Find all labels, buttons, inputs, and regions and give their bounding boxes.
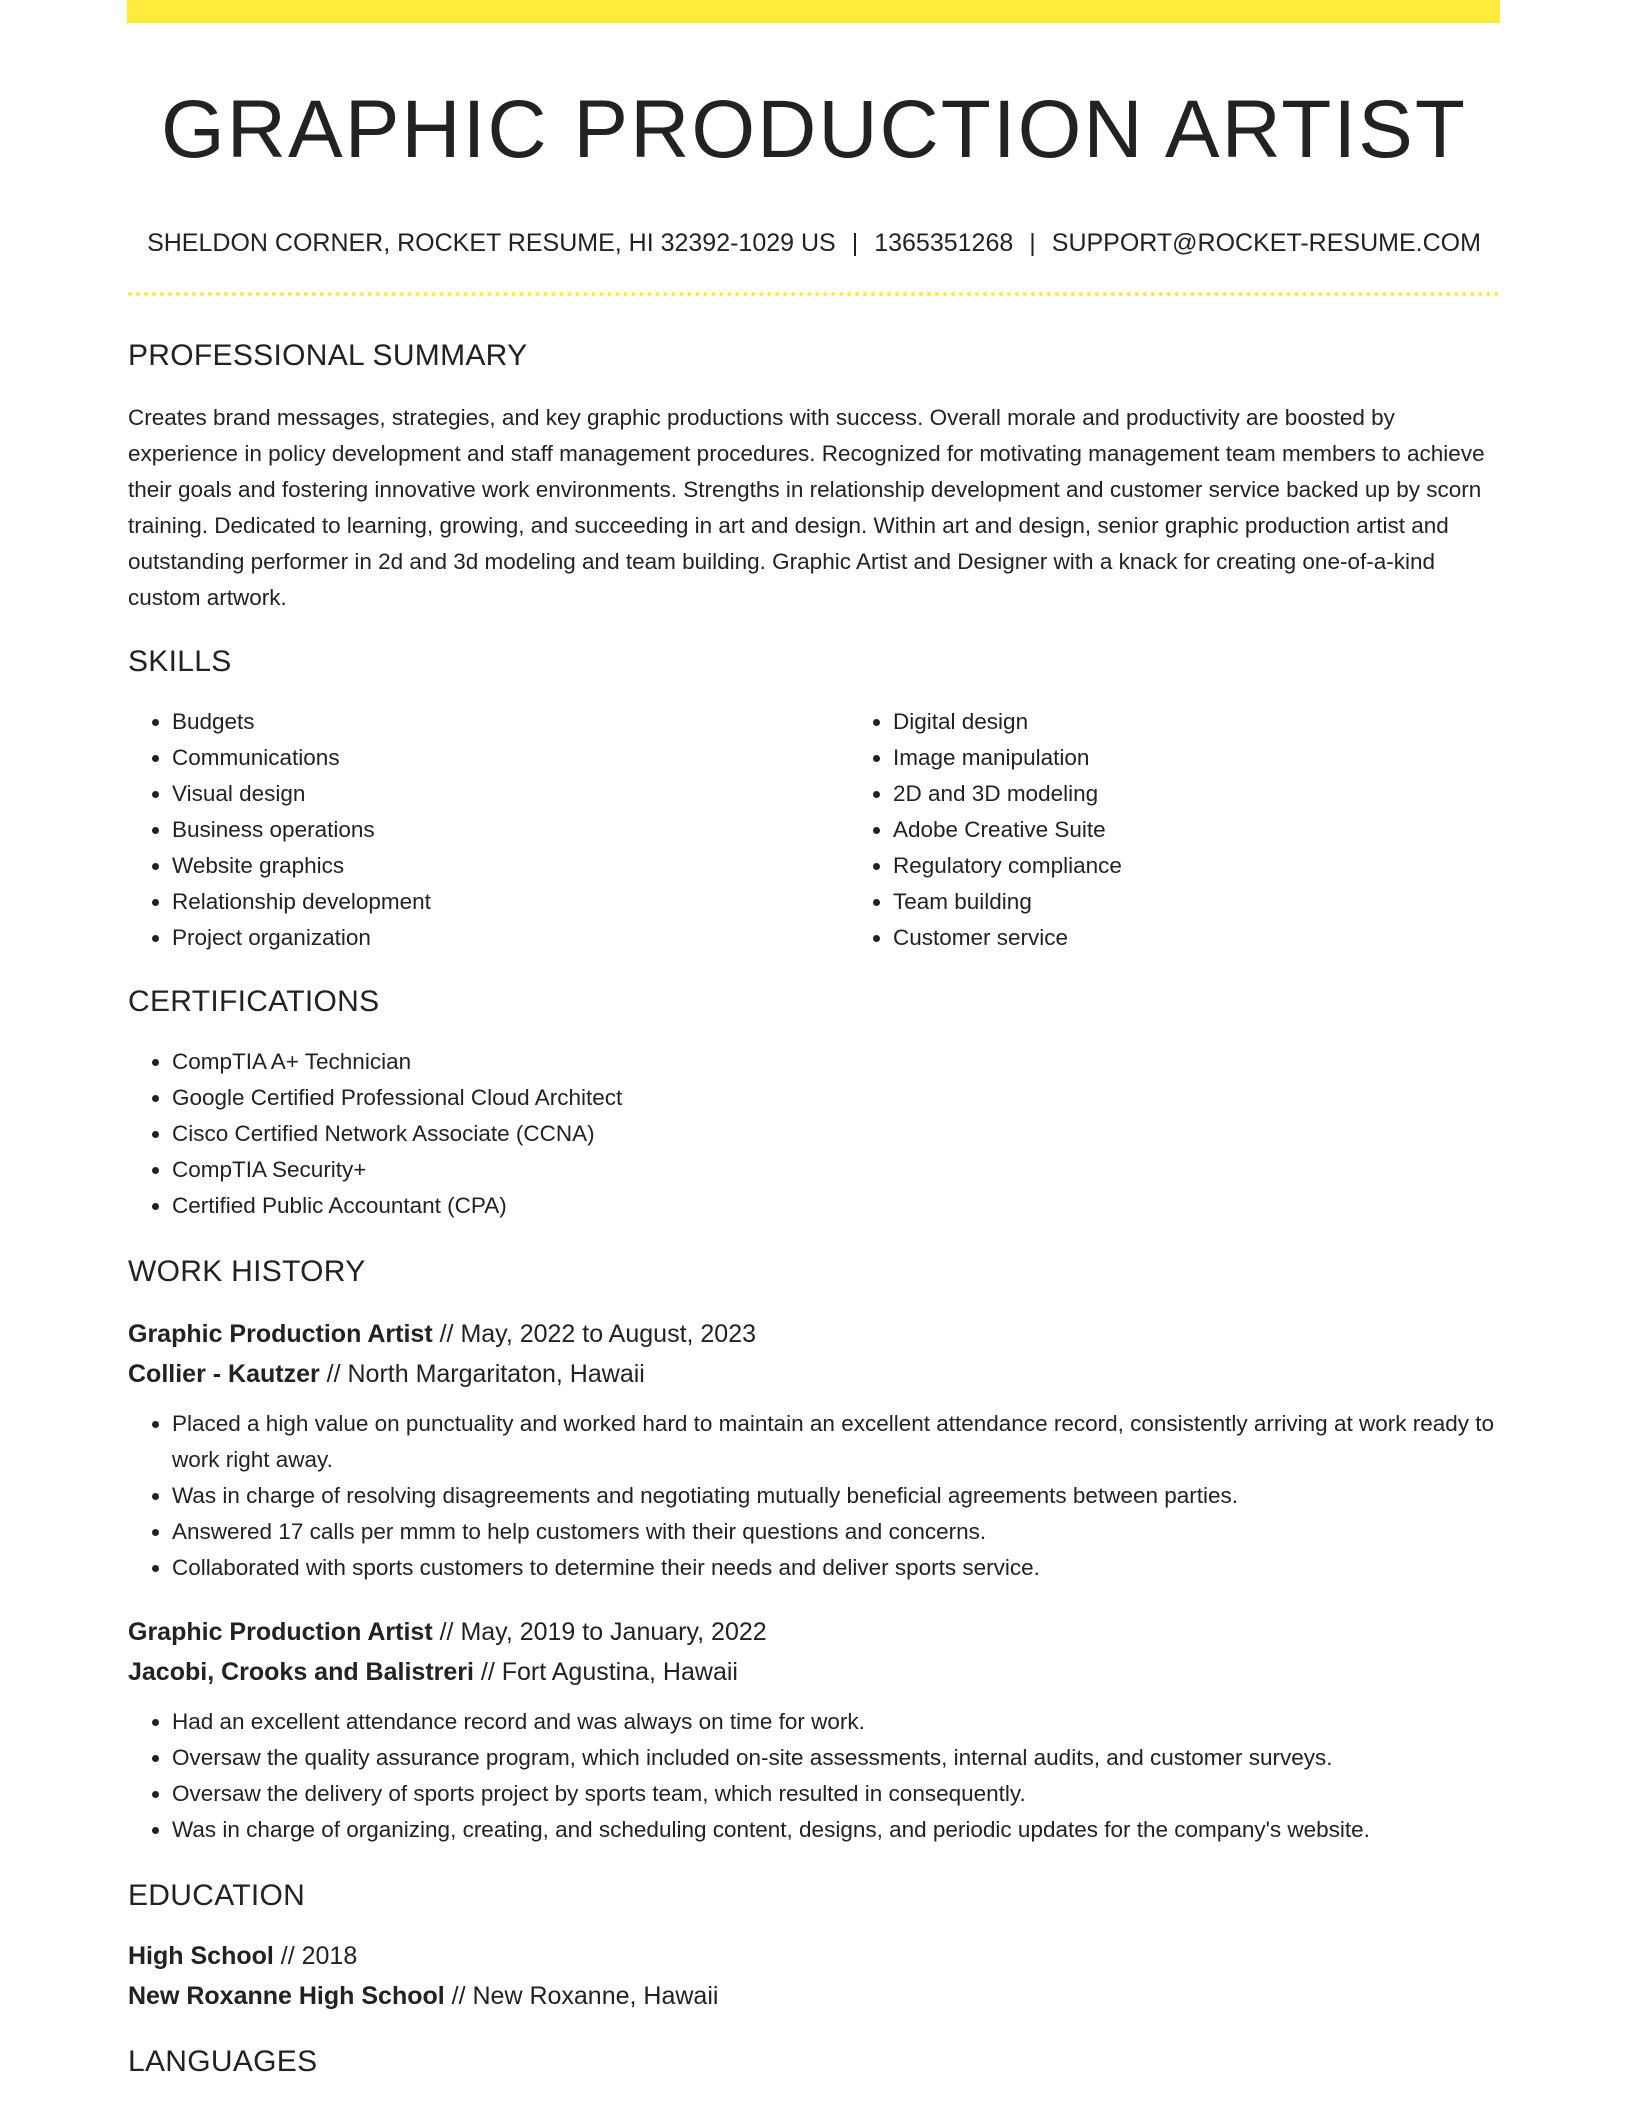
skill-item: • Communications xyxy=(172,740,849,776)
job-bullet: • Was in charge of organizing, creating, and scheduling content, designs, and periodic updates for the company's website. xyxy=(172,1812,1500,1848)
job-bullets xyxy=(128,1704,1500,1848)
job-role: Graphic Production Artist xyxy=(128,1618,433,1646)
education-year: // 2018 xyxy=(273,1942,358,1970)
job-bullet: • Had an excellent attendance record and was always on time for work. xyxy=(172,1704,1500,1740)
skill-item: • 2D and 3D modeling xyxy=(893,776,1570,812)
skill-item: • Regulatory compliance xyxy=(893,848,1570,884)
certification-item: • CompTIA A+ Technician xyxy=(172,1044,1500,1080)
contact-phone: 1365351268 xyxy=(874,229,1014,257)
job-bullet: • Collaborated with sports customers to determine their needs and deliver sports service. xyxy=(172,1550,1500,1586)
education-entry xyxy=(128,1936,1500,2016)
skill-item: • Budgets xyxy=(172,704,849,740)
job-role: Graphic Production Artist xyxy=(128,1320,433,1348)
skill-item: • Relationship development xyxy=(172,884,849,920)
education-school: New Roxanne High School xyxy=(128,1982,445,2010)
job-title-line xyxy=(128,1612,1500,1652)
job-company-line xyxy=(128,1652,1500,1692)
skill-item: • Visual design xyxy=(172,776,849,812)
skills-columns xyxy=(128,704,1500,956)
job-bullet: • Placed a high value on punctuality and worked hard to maintain an excellent attendance record, consistently arriving at work ready to work right away. xyxy=(172,1406,1500,1478)
work-history-section xyxy=(128,1252,1500,1848)
skill-item: • Website graphics xyxy=(172,848,849,884)
certification-item: • CompTIA Security+ xyxy=(172,1152,1500,1188)
contact-email: SUPPORT@ROCKET-RESUME.COM xyxy=(1051,229,1481,257)
summary-title: PROFESSIONAL SUMMARY xyxy=(128,339,528,372)
job-dates: // May, 2022 to August, 2023 xyxy=(432,1320,757,1348)
work-history-title: WORK HISTORY xyxy=(128,1255,366,1288)
job-bullet: • Oversaw the delivery of sports project by sports team, which resulted in consequently. xyxy=(172,1776,1500,1812)
skill-item: • Team building xyxy=(893,884,1570,920)
education-title: EDUCATION xyxy=(128,1879,306,1912)
summary-text: Creates brand messages, strategies, and key graphic productions with success. Overall morale and productivity are boosted by experience in policy development and staff management procedures. Recognized for motivating management team members to achieve their goals and fostering innovative work environments. Strengths in relationship development and customer service backed up by scorn training. Dedicated to learning, growing, and succeeding in art and design. Within art and design, senior graphic production artist and outstanding performer in 2d and 3d modeling and team building. Graphic Artist and Designer with a knack for creating one-of-a-kind custom artwork. xyxy=(128,405,1485,610)
contact-address: SHELDON CORNER, ROCKET RESUME, HI 32392-1029 US xyxy=(147,229,836,257)
job-company-line xyxy=(128,1354,1500,1394)
skill-item: • Customer service xyxy=(893,920,1570,956)
education-section xyxy=(128,1876,1500,2016)
skills-section xyxy=(128,642,1500,956)
job-bullet: • Was in charge of resolving disagreements and negotiating mutually beneficial agreements between parties. xyxy=(172,1478,1500,1514)
job-company: Collier - Kautzer xyxy=(128,1360,320,1388)
education-degree: High School xyxy=(128,1942,274,1970)
education-school-line xyxy=(128,1976,1500,2016)
resume-name: GRAPHIC PRODUCTION ARTIST xyxy=(161,84,1467,175)
job-location: // Fort Agustina, Hawaii xyxy=(473,1658,738,1686)
languages-section xyxy=(128,2042,1500,2082)
education-location: // New Roxanne, Hawaii xyxy=(444,1982,719,2010)
resume-content xyxy=(128,0,1500,2082)
contact-separator: | xyxy=(851,229,859,257)
certifications-title: CERTIFICATIONS xyxy=(128,985,380,1018)
job-bullet: • Oversaw the quality assurance program, which included on-site assessments, internal audits, and customer surveys. xyxy=(172,1740,1500,1776)
skill-item: • Business operations xyxy=(172,812,849,848)
skill-item: • Adobe Creative Suite xyxy=(893,812,1570,848)
job-location: // North Margaritaton, Hawaii xyxy=(319,1360,645,1388)
skill-item: • Image manipulation xyxy=(893,740,1570,776)
job-entry xyxy=(128,1612,1500,1848)
skills-list-left xyxy=(128,704,849,956)
certification-item: • Google Certified Professional Cloud Architect xyxy=(172,1080,1500,1116)
dotted-divider xyxy=(128,292,1500,296)
skills-list-right xyxy=(849,704,1570,956)
languages-title: LANGUAGES xyxy=(128,2045,318,2078)
summary-section xyxy=(128,336,1500,616)
certifications-section xyxy=(128,982,1500,1224)
certifications-list xyxy=(128,1044,1500,1224)
education-degree-line xyxy=(128,1936,1500,1976)
skill-item: • Project organization xyxy=(172,920,849,956)
contact-separator: | xyxy=(1029,229,1036,257)
contact-line xyxy=(128,226,1500,260)
job-dates: // May, 2019 to January, 2022 xyxy=(432,1618,767,1646)
job-entry xyxy=(128,1314,1500,1586)
job-bullets xyxy=(128,1406,1500,1586)
skills-title: SKILLS xyxy=(128,645,232,678)
certification-item: • Cisco Certified Network Associate (CCNA) xyxy=(172,1116,1500,1152)
job-company: Jacobi, Crooks and Balistreri xyxy=(128,1658,474,1686)
skill-item: • Digital design xyxy=(893,704,1570,740)
job-bullet: • Answered 17 calls per mmm to help customers with their questions and concerns. xyxy=(172,1514,1500,1550)
certification-item: • Certified Public Accountant (CPA) xyxy=(172,1188,1500,1224)
job-title-line xyxy=(128,1314,1500,1354)
